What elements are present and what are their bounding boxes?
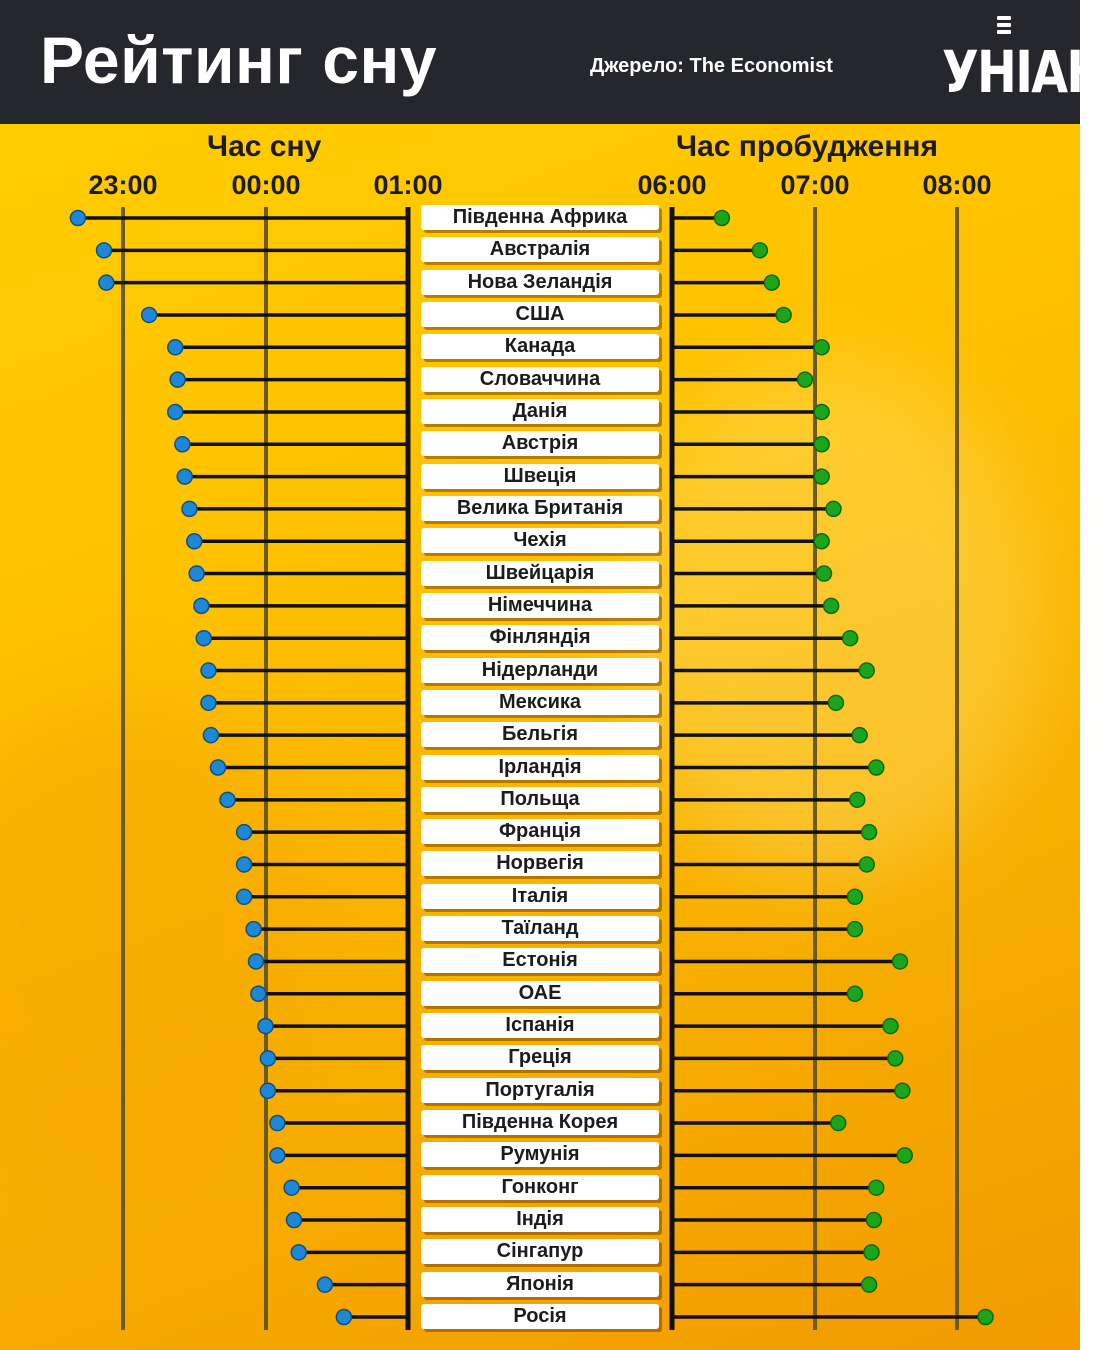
wake-dot xyxy=(831,1116,846,1131)
country-label: Росія xyxy=(421,1304,659,1329)
wake-dot xyxy=(862,1277,877,1292)
bedtime-dot xyxy=(237,857,252,872)
country-label: Данія xyxy=(421,399,659,424)
bedtime-tick-label: 23:00 xyxy=(88,170,158,200)
bedtime-dot xyxy=(258,1019,273,1034)
wake-dot xyxy=(869,760,884,775)
bedtime-dot xyxy=(270,1148,285,1163)
source-credit: Джерело: The Economist xyxy=(590,55,833,77)
wake-dot xyxy=(862,825,877,840)
bedtime-dot xyxy=(246,922,261,937)
bedtime-dot xyxy=(196,631,211,646)
country-label: Нідерланди xyxy=(421,658,659,683)
country-label: Німеччина xyxy=(421,593,659,618)
bedtime-dot xyxy=(168,340,183,355)
wake-dot xyxy=(883,1019,898,1034)
bedtime-dot xyxy=(291,1245,306,1260)
wake-dot xyxy=(864,1245,879,1260)
country-label: Швейцарія xyxy=(421,561,659,586)
bedtime-dot xyxy=(189,566,204,581)
country-label: Велика Британія xyxy=(421,496,659,521)
bedtime-panel-title: Час сну xyxy=(207,130,322,163)
country-label: Південна Корея xyxy=(421,1110,659,1135)
bedtime-dot xyxy=(284,1180,299,1195)
country-label: Франція xyxy=(421,819,659,844)
country-label: Бельгія xyxy=(421,722,659,747)
wake-dot xyxy=(824,598,839,613)
bedtime-dot xyxy=(97,243,112,258)
country-label: Австрія xyxy=(421,431,659,456)
bedtime-dot xyxy=(317,1277,332,1292)
bedtime-dot xyxy=(260,1051,275,1066)
wake-dot xyxy=(847,986,862,1001)
bedtime-dot xyxy=(201,695,216,710)
wake-dot xyxy=(859,857,874,872)
wake-dot xyxy=(798,372,813,387)
wake-tick-label: 06:00 xyxy=(637,170,707,200)
bedtime-dot xyxy=(237,889,252,904)
country-label: Португалія xyxy=(421,1078,659,1103)
country-label: Іспанія xyxy=(421,1013,659,1038)
country-label: Ірландія xyxy=(421,755,659,780)
bedtime-dot xyxy=(336,1310,351,1325)
bedtime-dot xyxy=(260,1083,275,1098)
wake-panel-title: Час пробудження xyxy=(676,130,938,163)
bedtime-dot xyxy=(249,954,264,969)
bedtime-dot xyxy=(99,275,114,290)
wake-dot xyxy=(866,1213,881,1228)
bedtime-dot xyxy=(194,598,209,613)
bedtime-dot xyxy=(270,1116,285,1131)
wake-dot xyxy=(893,954,908,969)
country-label: Норвегія xyxy=(421,851,659,876)
wake-dot xyxy=(859,663,874,678)
bedtime-tick-label: 01:00 xyxy=(373,170,443,200)
bedtime-dot xyxy=(170,372,185,387)
bedtime-dot xyxy=(211,760,226,775)
country-label: Індія xyxy=(421,1207,659,1232)
bedtime-dot xyxy=(251,986,266,1001)
country-label: Нова Зеландія xyxy=(421,270,659,295)
country-label: Мексика xyxy=(421,690,659,715)
wake-dot xyxy=(847,889,862,904)
country-label: Сінгапур xyxy=(421,1239,659,1264)
bedtime-dot xyxy=(237,825,252,840)
bedtime-dot xyxy=(168,404,183,419)
country-label: Греція xyxy=(421,1045,659,1070)
country-label: Польща xyxy=(421,787,659,812)
wake-dot xyxy=(847,922,862,937)
page-title: Рейтинг сну xyxy=(40,23,438,97)
country-label: Австралія xyxy=(421,237,659,262)
country-label: Румунія xyxy=(421,1142,659,1167)
wake-dot xyxy=(843,631,858,646)
wake-dot xyxy=(978,1310,993,1325)
country-label: Швеція xyxy=(421,464,659,489)
country-label: Канада xyxy=(421,334,659,359)
wake-dot xyxy=(814,534,829,549)
logo-text: УНІАН xyxy=(942,38,1105,106)
bedtime-dot xyxy=(203,728,218,743)
country-label: Японія xyxy=(421,1272,659,1297)
wake-dot xyxy=(897,1148,912,1163)
country-label: Таїланд xyxy=(421,916,659,941)
country-label: Чехія xyxy=(421,528,659,553)
bedtime-dot xyxy=(177,469,192,484)
bedtime-dot xyxy=(142,307,157,322)
wake-dot xyxy=(752,243,767,258)
wake-dot xyxy=(817,566,832,581)
wake-dot xyxy=(714,211,729,226)
country-label: Гонконг xyxy=(421,1175,659,1200)
bedtime-dot xyxy=(220,792,235,807)
country-label: Південна Африка xyxy=(421,205,659,230)
wake-dot xyxy=(852,728,867,743)
bedtime-dot xyxy=(287,1213,302,1228)
wake-tick-label: 07:00 xyxy=(780,170,850,200)
country-label: Італія xyxy=(421,884,659,909)
wake-dot xyxy=(814,340,829,355)
wake-dot xyxy=(814,404,829,419)
wake-dot xyxy=(895,1083,910,1098)
bedtime-tick-label: 00:00 xyxy=(231,170,301,200)
wake-dot xyxy=(828,695,843,710)
country-label: Фінляндія xyxy=(421,625,659,650)
country-label: Естонія xyxy=(421,948,659,973)
country-label: Словаччина xyxy=(421,367,659,392)
wake-dot xyxy=(814,469,829,484)
wake-dot xyxy=(776,307,791,322)
bedtime-dot xyxy=(201,663,216,678)
wake-dot xyxy=(850,792,865,807)
bedtime-dot xyxy=(187,534,202,549)
country-label: США xyxy=(421,302,659,327)
wake-dot xyxy=(814,437,829,452)
wake-dot xyxy=(826,501,841,516)
wake-dot xyxy=(869,1180,884,1195)
bedtime-dot xyxy=(70,211,85,226)
bedtime-dot xyxy=(182,501,197,516)
wake-tick-label: 08:00 xyxy=(922,170,992,200)
wake-dot xyxy=(888,1051,903,1066)
country-label: ОАЕ xyxy=(421,981,659,1006)
wake-dot xyxy=(764,275,779,290)
bedtime-dot xyxy=(175,437,190,452)
